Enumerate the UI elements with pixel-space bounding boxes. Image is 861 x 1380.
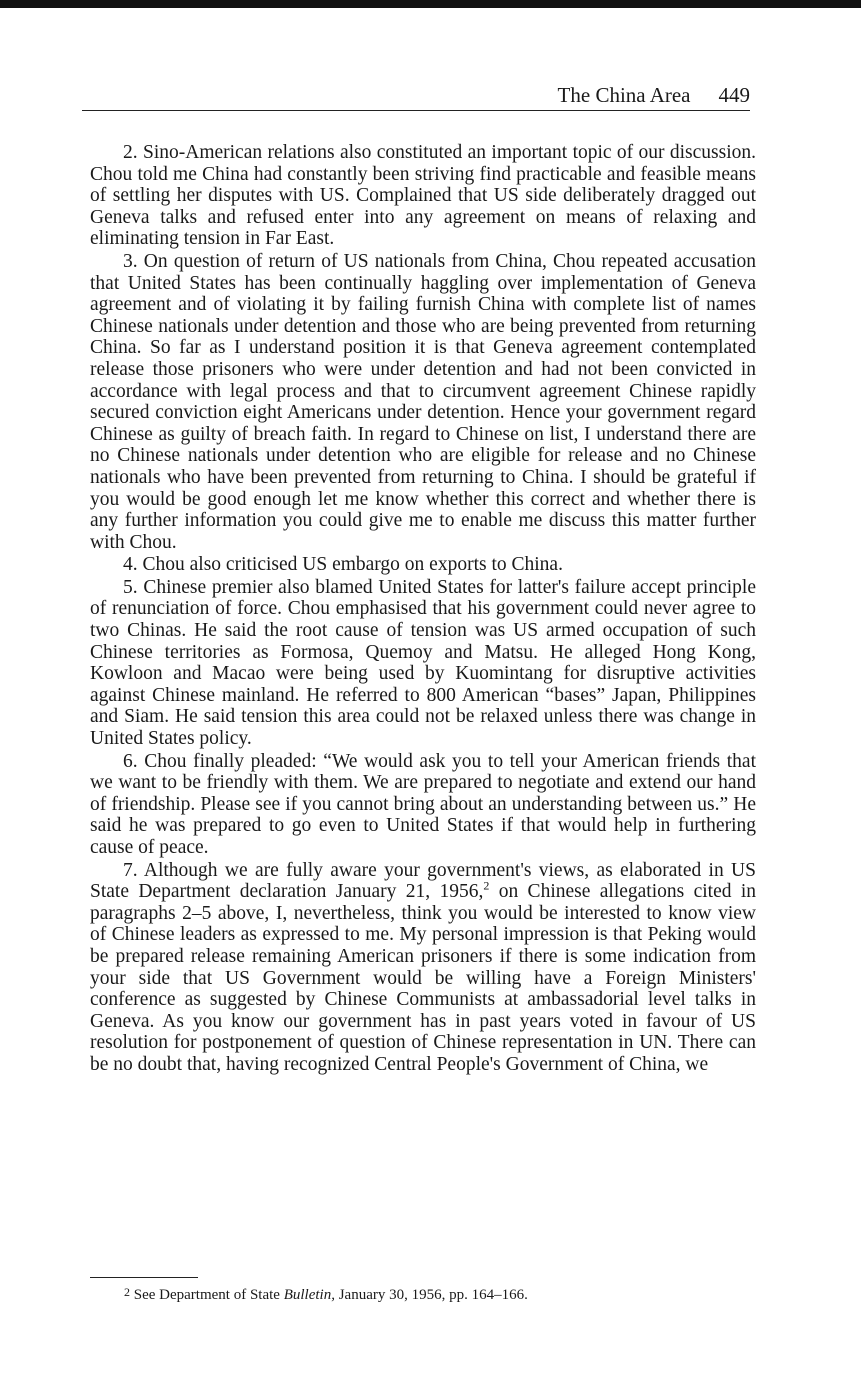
footnote-mark: 2 [124, 1285, 130, 1299]
body-text [90, 142, 756, 1076]
footnote [124, 1283, 744, 1305]
scan-border [0, 0, 861, 8]
footnote-rule [90, 1277, 198, 1278]
paragraph-7 [90, 860, 756, 1076]
footnote-text-end: January 30, 1956, pp. 164–166. [334, 1287, 528, 1303]
paragraph-5: 5. Chinese premier also blamed United States for latter's failure accept principle of renunciation of force. Chou emphasised that his government could never agree to two Chinas. He said the root cause of tension was US armed occupation of such Chinese territories as Formosa, Quemoy and Matsu. He alleged Hong Kong, Kowloon and Macao were being used by Kuomintang for disruptive activities against Chinese mainland. He referred to 800 American “bases” Japan, Philippines and Siam. He said tension this area could not be relaxed unless there was change in United States policy. [90, 576, 756, 750]
footnote-text-start: See Department of State [130, 1287, 284, 1303]
page-number: 449 [718, 83, 750, 107]
running-head-title: The China Area [557, 83, 691, 107]
header-rule [82, 110, 750, 111]
paragraph-2: 2. Sino-American relations also constituted an important topic of our discussion. Chou told me China had constantly been striving find practicable and feasible means of settling her disputes with US. Complained that US side deliberately dragged out Geneva talks and refused enter into any agreement on means of relaxing and eliminating tension in Far East. [90, 142, 756, 250]
footnote-italic: Bulletin, [283, 1287, 335, 1303]
paragraph-6: 6. Chou finally pleaded: “We would ask you to tell your American friends that we want to be friendly with them. We are prepared to negotiate and extend our hand of friendship. Please see if you cannot bring about an understanding between us.” He said he was prepared to go even to United States if that would help in furthering cause of peace. [90, 750, 756, 858]
paragraph-4: 4. Chou also criticised US embargo on exports to China. [123, 554, 563, 576]
paragraph-7-text-end: on Chinese allegations cited in paragraphs 2–5 above, I, nevertheless, think you would be interested to know view of Chinese leaders as expressed to me. My personal impression is that Peking would be prepared release remaining American prisoners if there is some indication from your side that US Government would be willing have a Foreign Ministers' conference as suggested by Chinese Communists at ambassadorial level talks in Geneva. As you know our government has in past years voted in favour of US resolution for postponement of question of Chinese representation in UN. There can be no doubt that, having recognized Central People's Government of China, we [90, 881, 756, 1075]
running-head [82, 82, 750, 108]
paragraph-3: 3. On question of return of US nationals from China, Chou repeated accusation that United States has been continually haggling over implementation of Geneva agreement and of violating it by failing furnish China with complete list of names Chinese nationals under detention and those who are being prevented from returning China. So far as I understand position it is that Geneva agreement contemplated release those prisoners who were under detention and had not been convicted in accordance with legal process and that to circumvent agreement Chinese rapidly secured conviction eight Americans under detention. Hence your government regard Chinese as guilty of breach faith. In regard to Chinese on list, I understand there are no Chinese nationals under detention who are eligible for release and no Chinese nationals who have been prevented from returning to China. I should be grateful if you would be good enough let me know whether this correct and whether there is any further information you could give me to enable me discuss this matter further with Chou. [90, 250, 756, 553]
paragraph-7-text-start: 7. Although we are fully aware your government's views, as elaborated in US State Department declaration January 21, 1956, [90, 859, 756, 903]
footnote-reference: 2 [483, 878, 490, 893]
